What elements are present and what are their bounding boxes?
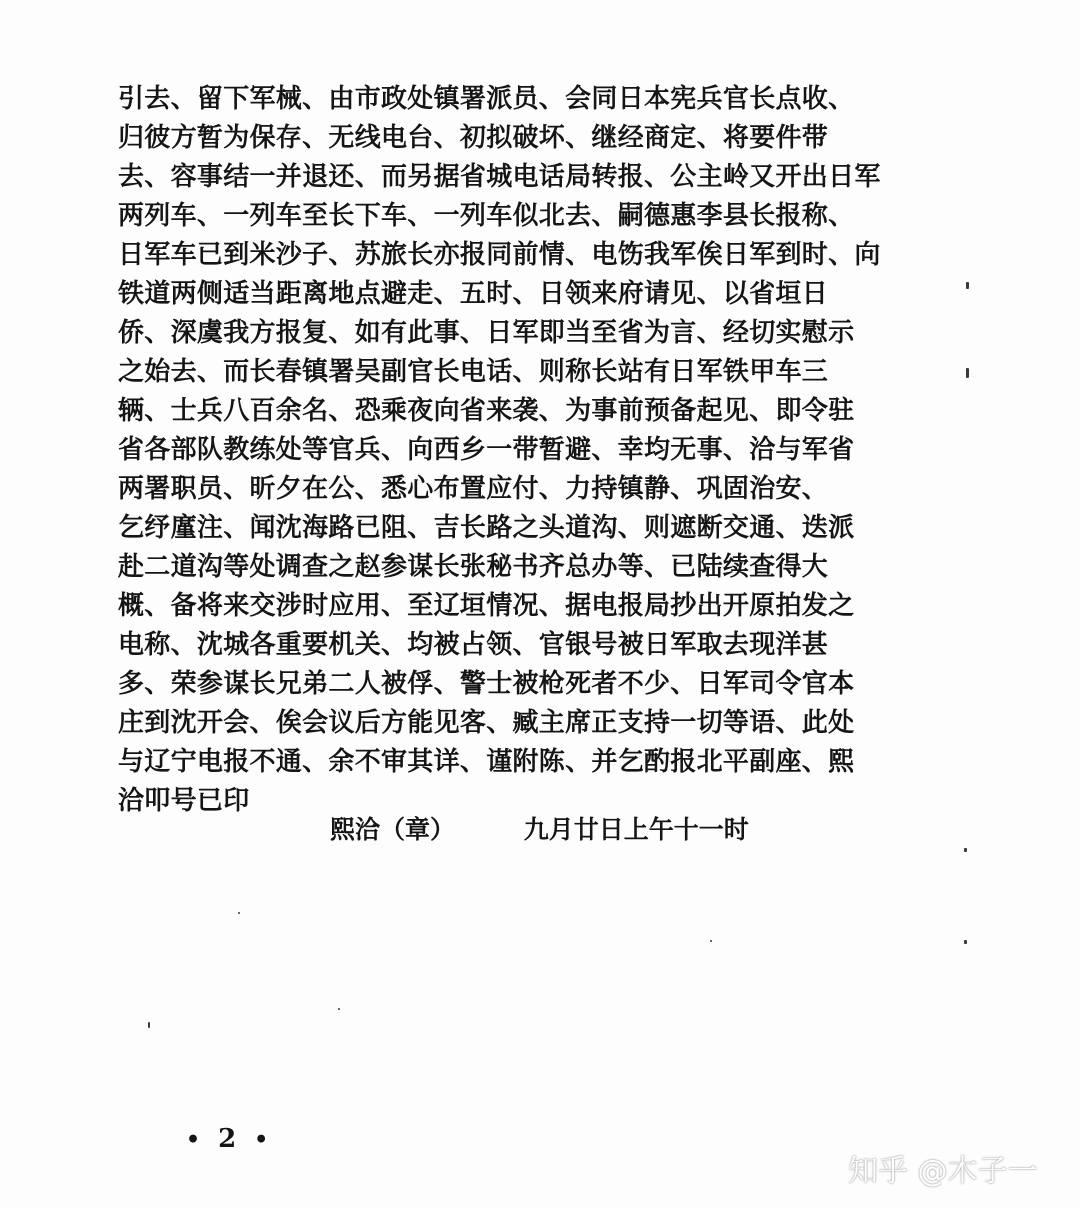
text-line: 两署职员、昕夕在公、悉心布置应付、力持镇静、巩固治安、 (118, 474, 829, 504)
signature-date: 九月廿日上午十一时 (523, 815, 749, 844)
scan-speck (964, 940, 967, 944)
text-line: 侨、深虞我方报复、如有此事、日军即当至省为言、经切实慰示 (118, 318, 855, 348)
text-line: 之始去、而长春镇署吴副官长电话、则称长站有日军铁甲车三 (118, 357, 829, 387)
signature-name: 熙洽（章） (330, 815, 456, 844)
zhihu-watermark: 知乎 @木子一 (848, 1154, 1038, 1189)
scan-speck (148, 1022, 150, 1028)
text-line: 日军车已到米沙子、苏旅长亦报同前情、电饬我军俟日军到时、向 (118, 240, 881, 270)
signature-line (330, 810, 749, 846)
page-number-value: 2 (218, 1124, 237, 1154)
text-line: 与辽宁电报不通、余不审其详、谨附陈、并乞酌报北平副座、熙 (118, 747, 855, 777)
scan-speck (966, 282, 969, 289)
scan-speck (710, 940, 712, 942)
page-number (168, 1124, 286, 1154)
page-number-right-mark: • (254, 1127, 269, 1153)
scan-speck (338, 1008, 340, 1010)
scan-speck (964, 848, 967, 852)
text-line: 铁道两侧适当距离地点避走、五时、日领来府请见、以省垣日 (118, 279, 829, 309)
text-line: 辆、士兵八百余名、恐乘夜向省来袭、为事前预备起见、即令驻 (118, 396, 855, 426)
text-line: 省各部队教练处等官兵、向西乡一带暂避、幸均无事、洽与军省 (118, 435, 855, 465)
scan-speck (238, 912, 240, 914)
telegram-body (118, 80, 881, 821)
page-number-left-mark: • (186, 1127, 201, 1153)
text-line: 多、荣参谋长兄弟二人被俘、警士被枪死者不少、日军司令官本 (118, 669, 855, 699)
scan-speck (966, 368, 969, 378)
text-line: 电称、沈城各重要机关、均被占领、官银号被日军取去现洋甚 (118, 630, 829, 660)
text-line: 概、备将来交涉时应用、至辽垣情况、据电报局抄出开原拍发之 (118, 591, 855, 621)
text-line: 归彼方暂为保存、无线电台、初拟破坏、继经商定、将要件带 (118, 123, 829, 153)
text-line: 两列车、一列车至长下车、一列车似北去、嗣德惠李县长报称、 (118, 201, 855, 231)
text-line: 乞纾廑注、闻沈海路已阻、吉长路之头道沟、则遮断交通、迭派 (118, 513, 855, 543)
text-line: 庄到沈开会、俟会议后方能见客、臧主席正支持一切等语、此处 (118, 708, 855, 738)
text-line: 赴二道沟等处调查之赵参谋长张秘书齐总办等、已陆续查得大 (118, 552, 829, 582)
text-line: 洽叩号已印 (118, 786, 250, 816)
text-line: 去、容事结一并退还、而另据省城电话局转报、公主岭又开出日军 (118, 162, 881, 192)
text-line: 引去、留下军械、由市政处镇署派员、会同日本宪兵官长点收、 (118, 84, 855, 114)
